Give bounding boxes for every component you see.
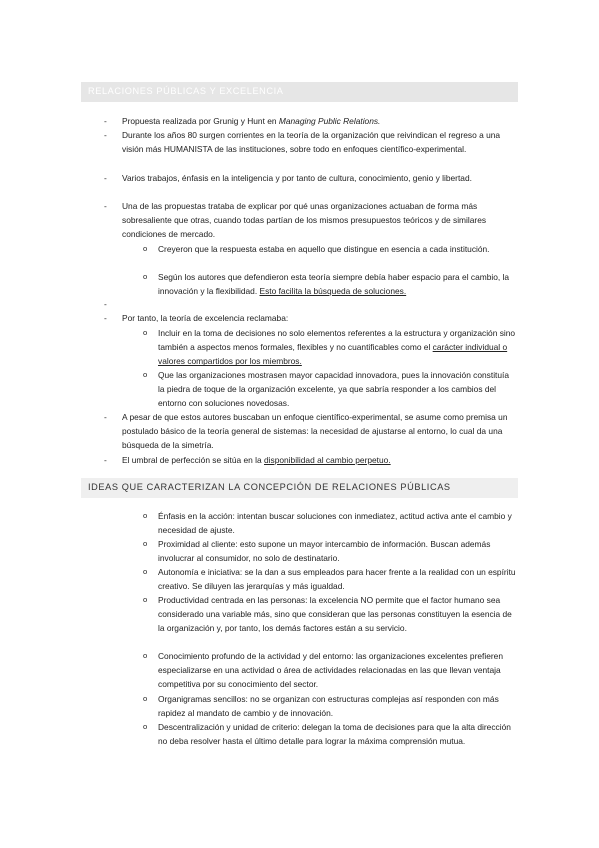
- bullet-text: Durante los años 80 surgen corrientes en la teoría de la organización que reivindican el regreso a una visión más HUMANISTA de las instituciones, sobre todo en enfoques científico-experimental.: [122, 130, 501, 155]
- section-title: IDEAS QUE CARACTERIZAN LA CONCEPCIÓN DE RELACIONES PÚBLICAS: [88, 482, 451, 492]
- idea-item: Autonomía e iniciativa: se la dan a sus empleados para hacer frente a la realidad con un espíritu creativo. Se diluyen las jerarquías y más igualdad.: [158, 567, 516, 592]
- bullet-text: Propuesta realizada por Grunig y Hunt en Managing Public Relations.: [122, 116, 381, 126]
- sub-bullet-marker: o: [143, 567, 148, 576]
- idea-item: Proximidad al cliente: esto supone un mayor intercambio de información. Buscan además involucrar al consumidor, no solo de destinatario.: [158, 539, 491, 564]
- sub-bullet-marker: o: [143, 651, 148, 660]
- sub-bullet-marker: o: [143, 272, 148, 281]
- dash-bullet: -: [104, 130, 107, 140]
- idea-item: Organigramas sencillos: no se organizan con estructuras complejas así responden con más rapidez al mandato de cambio y de innovación.: [158, 694, 499, 719]
- bullet-text: A pesar de que estos autores buscaban un enfoque científico-experimental, se asume como premisa un postulado básico de la teoría general de sistemas: la necesidad de ajustarse al entorno, lo cual da una búsqueda de la simetría.: [122, 412, 508, 451]
- sub-bullet-marker: o: [143, 539, 148, 548]
- bullet-text: El umbral de perfección se sitúa en la disponibilidad al cambio perpetuo.: [122, 455, 391, 465]
- bullet-text: Varios trabajos, énfasis en la inteligencia y por tanto de cultura, conocimiento, genio y libertad.: [122, 173, 472, 183]
- sub-bullet-marker: o: [143, 722, 148, 731]
- sub-bullet-text: Creyeron que la respuesta estaba en aquello que distingue en esencia a cada institución.: [158, 244, 490, 254]
- dash-bullet: -: [104, 455, 107, 465]
- sub-bullet-marker: o: [143, 694, 148, 703]
- sub-bullet-marker: o: [143, 370, 148, 379]
- dash-bullet: -: [104, 299, 107, 309]
- dash-bullet: -: [104, 201, 107, 211]
- idea-item: Conocimiento profundo de la actividad y del entorno: las organizaciones excelentes prefieren especializarse en una actividad o área de actividades relacionadas en las que llevan ventaja competitiva por su conocimiento del sector.: [158, 651, 503, 690]
- dash-bullet: -: [104, 116, 107, 126]
- bullet-text: Por tanto, la teoría de excelencia reclamaba:: [122, 313, 289, 323]
- idea-item: Productividad centrada en las personas: la excelencia NO permite que el factor humano sea considerado una variable más, sino que consideran que las personas constituyen la esencia de la organización y, por tanto, los demás factores están a su servicio.: [158, 595, 512, 634]
- sub-bullet-marker: o: [143, 244, 148, 253]
- dash-bullet: -: [104, 173, 107, 183]
- section-title: RELACIONES PÚBLICAS Y EXCELENCIA: [88, 86, 284, 96]
- dash-bullet: -: [104, 412, 107, 422]
- dash-bullet: -: [104, 313, 107, 323]
- sub-bullet-text: Según los autores que defendieron esta teoría siempre debía haber espacio para el cambio, la innovación y la flexibilidad. Esto facilita la búsqueda de soluciones.: [158, 272, 510, 297]
- sub-bullet-text: Que las organizaciones mostrasen mayor capacidad innovadora, pues la innovación constituía la piedra de toque de la organización excelente, ya que sabría responder a los cambios del entorno con soluciones novedosas.: [158, 370, 510, 409]
- idea-item: Énfasis en la acción: intentan buscar soluciones con inmediatez, actitud activa ante el cambio y necesidad de ajuste.: [158, 511, 512, 536]
- sub-bullet-marker: o: [143, 328, 148, 337]
- sub-bullet-marker: o: [143, 511, 148, 520]
- bullet-text: Una de las propuestas trataba de explicar por qué unas organizaciones actuaban de forma más sobresaliente que otras, cuando todas partían de los mismos presupuestos teóricos y de similares condiciones de mercado.: [122, 201, 487, 240]
- sub-bullet-text: Incluir en la toma de decisiones no solo elementos referentes a la estructura y organización sino también a aspectos menos formales, flexibles y no cuantificables como el carácter individual o valores compartidos por los miembros.: [158, 328, 516, 367]
- sub-bullet-marker: o: [143, 595, 148, 604]
- idea-item: Descentralización y unidad de criterio: delegan la toma de decisiones para que la alta dirección no deba resolver hasta el último detalle para lograr la máxima comprensión mutua.: [158, 722, 511, 747]
